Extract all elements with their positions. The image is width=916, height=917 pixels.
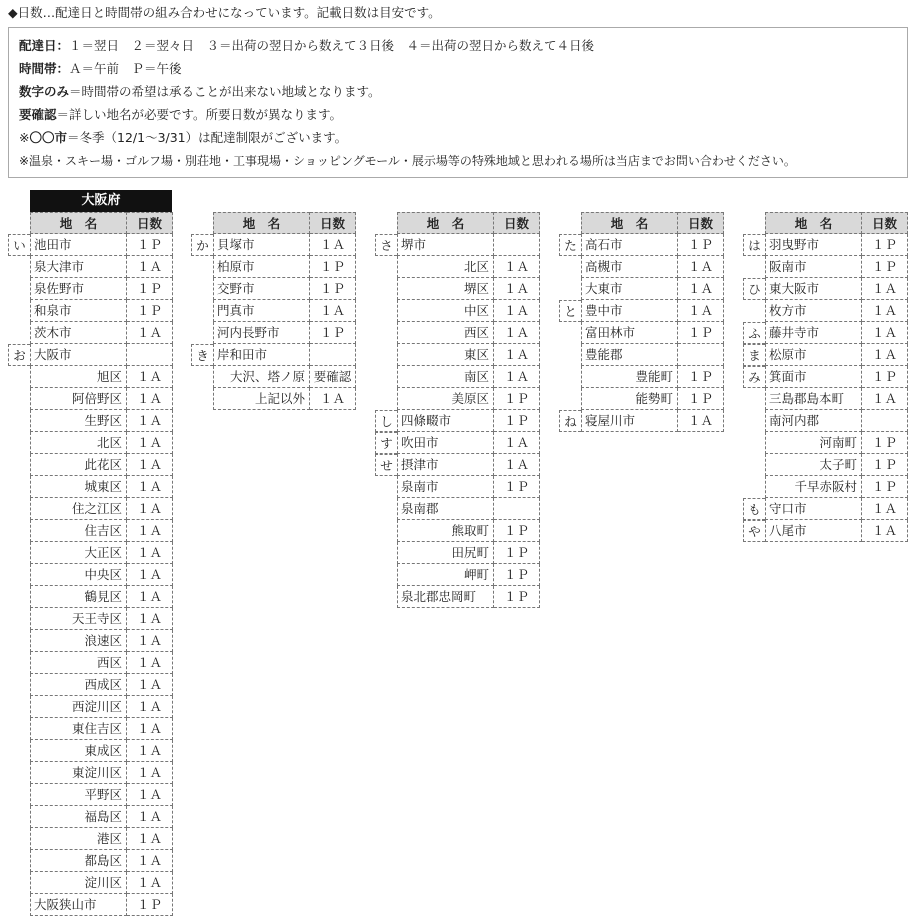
- kana-index: ふ: [743, 322, 765, 344]
- area-name: 豊中市: [581, 300, 678, 322]
- area-name: 門真市: [213, 300, 310, 322]
- area-name: 藤井寺市: [765, 322, 862, 344]
- subarea-name: 西淀川区: [30, 696, 127, 718]
- kana-index: い: [8, 234, 30, 256]
- delivery-days: １Ａ: [678, 300, 724, 322]
- area-name: 河内長野市: [213, 322, 310, 344]
- legend-delivery-day: [19, 36, 594, 54]
- legend-delivery-day-label: 配達日：: [19, 38, 70, 53]
- area-name: 泉大津市: [30, 256, 127, 278]
- delivery-days: １Ａ: [127, 520, 173, 542]
- delivery-days: １Ａ: [862, 300, 908, 322]
- delivery-days: １Ａ: [310, 300, 356, 322]
- delivery-days: １Ａ: [678, 278, 724, 300]
- area-name: 四條畷市: [397, 410, 494, 432]
- kana-index: さ: [375, 234, 397, 256]
- subarea-name: 天王寺区: [30, 608, 127, 630]
- subarea-name: 西成区: [30, 674, 127, 696]
- subarea-name: 旭区: [30, 366, 127, 388]
- area-name: 摂津市: [397, 454, 494, 476]
- delivery-days: １Ａ: [127, 454, 173, 476]
- area-name: 和泉市: [30, 300, 127, 322]
- delivery-days: １Ｐ: [494, 388, 540, 410]
- kana-index: た: [559, 234, 581, 256]
- delivery-days: １Ｐ: [862, 234, 908, 256]
- subarea-name: 千早赤阪村: [765, 476, 862, 498]
- legend-city-note: [19, 128, 347, 146]
- kana-index: は: [743, 234, 765, 256]
- header-name: 地 名: [765, 212, 862, 234]
- kana-index: お: [8, 344, 30, 366]
- subarea-name: 東住吉区: [30, 718, 127, 740]
- delivery-days: １Ａ: [678, 410, 724, 432]
- area-name: 松原市: [765, 344, 862, 366]
- delivery-days: １Ａ: [127, 542, 173, 564]
- subarea-name: 阿倍野区: [30, 388, 127, 410]
- legend-digits-only-text: ＝時間帯の希望は承ることが出来ない地域となります。: [69, 84, 381, 99]
- delivery-days: １Ａ: [127, 322, 173, 344]
- kana-index: き: [191, 344, 213, 366]
- delivery-days: １Ａ: [127, 762, 173, 784]
- delivery-days: １Ｐ: [862, 476, 908, 498]
- subarea-name: 住之江区: [30, 498, 127, 520]
- legend-delivery-day-text: １＝翌日 ２＝翌々日 ３＝出荷の翌日から数えて３日後 ４＝出荷の翌日から数えて４日後: [69, 38, 595, 53]
- delivery-days: １Ａ: [862, 498, 908, 520]
- delivery-days: １Ａ: [127, 740, 173, 762]
- delivery-days: １Ａ: [127, 674, 173, 696]
- delivery-days: １Ｐ: [678, 388, 724, 410]
- kana-index: す: [375, 432, 397, 454]
- delivery-days: １Ｐ: [310, 322, 356, 344]
- delivery-days: １Ａ: [494, 256, 540, 278]
- area-name: 茨木市: [30, 322, 127, 344]
- subarea-name: 北区: [30, 432, 127, 454]
- delivery-days: [862, 410, 908, 432]
- subarea-name: 岬町: [397, 564, 494, 586]
- subarea-name: 上記以外: [213, 388, 310, 410]
- area-name: 交野市: [213, 278, 310, 300]
- subarea-name: 南区: [397, 366, 494, 388]
- area-name: 大阪狭山市: [30, 894, 127, 916]
- delivery-days: １Ｐ: [678, 322, 724, 344]
- delivery-days: １Ａ: [494, 432, 540, 454]
- header-days: 日数: [678, 212, 724, 234]
- delivery-days: １Ｐ: [678, 234, 724, 256]
- delivery-days: １Ｐ: [862, 454, 908, 476]
- delivery-days: １Ｐ: [127, 300, 173, 322]
- subarea-name: 西区: [30, 652, 127, 674]
- area-name: 堺市: [397, 234, 494, 256]
- subarea-name: 此花区: [30, 454, 127, 476]
- subarea-name: 東淀川区: [30, 762, 127, 784]
- area-name: 阪南市: [765, 256, 862, 278]
- subarea-name: 淀川区: [30, 872, 127, 894]
- subarea-name: 福島区: [30, 806, 127, 828]
- subarea-name: 東成区: [30, 740, 127, 762]
- area-name: 大東市: [581, 278, 678, 300]
- kana-index: し: [375, 410, 397, 432]
- delivery-days: １Ｐ: [862, 256, 908, 278]
- delivery-days: １Ｐ: [310, 256, 356, 278]
- area-name: 箕面市: [765, 366, 862, 388]
- area-name: 三島郡島本町: [765, 388, 862, 410]
- delivery-days: １Ａ: [862, 344, 908, 366]
- kana-index: ひ: [743, 278, 765, 300]
- kana-index: と: [559, 300, 581, 322]
- delivery-days: １Ｐ: [127, 234, 173, 256]
- subarea-name: 東区: [397, 344, 494, 366]
- delivery-days: １Ａ: [862, 388, 908, 410]
- delivery-days: １Ａ: [127, 366, 173, 388]
- area-name: 東大阪市: [765, 278, 862, 300]
- delivery-days: １Ａ: [862, 322, 908, 344]
- delivery-days: １Ｐ: [494, 520, 540, 542]
- kana-index: み: [743, 366, 765, 388]
- delivery-days: １Ａ: [310, 234, 356, 256]
- delivery-days: １Ａ: [494, 366, 540, 388]
- legend-digits-only: [19, 82, 381, 100]
- subarea-name: 都島区: [30, 850, 127, 872]
- delivery-days: １Ａ: [127, 410, 173, 432]
- delivery-days: １Ｐ: [862, 432, 908, 454]
- header-name: 地 名: [213, 212, 310, 234]
- delivery-days: １Ａ: [127, 696, 173, 718]
- delivery-days: １Ｐ: [127, 278, 173, 300]
- subarea-name: 平野区: [30, 784, 127, 806]
- delivery-days: 要確認: [310, 366, 356, 388]
- subarea-name: 能勢町: [581, 388, 678, 410]
- delivery-days: １Ａ: [127, 630, 173, 652]
- subarea-name: 大沢、塔ノ原: [213, 366, 310, 388]
- delivery-days: １Ａ: [127, 564, 173, 586]
- delivery-days: １Ｐ: [494, 476, 540, 498]
- delivery-days: １Ａ: [862, 520, 908, 542]
- delivery-days: １Ａ: [127, 652, 173, 674]
- delivery-days: １Ｐ: [494, 410, 540, 432]
- subarea-name: 美原区: [397, 388, 494, 410]
- area-name: 富田林市: [581, 322, 678, 344]
- top-note: ◆日数…配達日と時間帯の組み合わせになっています。記載日数は目安です。: [8, 5, 441, 20]
- delivery-days: [127, 344, 173, 366]
- legend-digits-only-label: 数字のみ: [19, 84, 70, 99]
- area-name: 吹田市: [397, 432, 494, 454]
- delivery-days: １Ａ: [127, 718, 173, 740]
- area-name: 泉南郡: [397, 498, 494, 520]
- legend-special-note: ※温泉・スキー場・ゴルフ場・別荘地・工事現場・ショッピングモール・展示場等の特殊地域と思われる場所は当店までお問い合わせください。: [19, 154, 796, 168]
- delivery-days: １Ａ: [127, 498, 173, 520]
- area-name: 枚方市: [765, 300, 862, 322]
- delivery-days: １Ａ: [127, 256, 173, 278]
- delivery-days: １Ａ: [127, 476, 173, 498]
- legend-time-slot-label: 時間帯：: [19, 61, 70, 76]
- delivery-days: [494, 234, 540, 256]
- legend-confirm: [19, 105, 342, 123]
- header-days: 日数: [862, 212, 908, 234]
- kana-index: も: [743, 498, 765, 520]
- delivery-days: [678, 344, 724, 366]
- delivery-days: １Ｐ: [678, 366, 724, 388]
- subarea-name: 北区: [397, 256, 494, 278]
- subarea-name: 豊能町: [581, 366, 678, 388]
- delivery-days: １Ｐ: [310, 278, 356, 300]
- area-name: 寝屋川市: [581, 410, 678, 432]
- delivery-days: １Ａ: [127, 850, 173, 872]
- legend-city-note-text: ＝冬季（12/1～3/31）は配達制限がございます。: [67, 130, 348, 145]
- delivery-days: １Ａ: [127, 784, 173, 806]
- kana-index: せ: [375, 454, 397, 476]
- area-name: 貝塚市: [213, 234, 310, 256]
- area-name: 豊能郡: [581, 344, 678, 366]
- subarea-name: 太子町: [765, 454, 862, 476]
- subarea-name: 住吉区: [30, 520, 127, 542]
- delivery-days: １Ａ: [310, 388, 356, 410]
- area-name: 羽曳野市: [765, 234, 862, 256]
- legend-city-note-prefix: ※: [19, 130, 30, 145]
- header-days: 日数: [310, 212, 356, 234]
- area-name: 泉北郡忠岡町: [397, 586, 494, 608]
- subarea-name: 堺区: [397, 278, 494, 300]
- delivery-days: １Ａ: [127, 872, 173, 894]
- area-name: 大阪市: [30, 344, 127, 366]
- delivery-days: １Ａ: [494, 278, 540, 300]
- area-name: 高槻市: [581, 256, 678, 278]
- legend-confirm-text: ＝詳しい地名が必要です。所要日数が異なります。: [56, 107, 343, 122]
- area-name: 泉南市: [397, 476, 494, 498]
- delivery-days: １Ｐ: [494, 564, 540, 586]
- area-name: 高石市: [581, 234, 678, 256]
- delivery-days: １Ａ: [127, 608, 173, 630]
- delivery-days: １Ａ: [127, 432, 173, 454]
- legend-time-slot-text: Ａ＝午前 Ｐ＝午後: [69, 61, 182, 76]
- legend-box: [8, 27, 908, 178]
- subarea-name: 西区: [397, 322, 494, 344]
- subarea-name: 大正区: [30, 542, 127, 564]
- delivery-days: １Ｐ: [862, 366, 908, 388]
- delivery-days: １Ａ: [494, 454, 540, 476]
- area-name: 池田市: [30, 234, 127, 256]
- area-name: 岸和田市: [213, 344, 310, 366]
- header-name: 地 名: [30, 212, 127, 234]
- delivery-days: [494, 498, 540, 520]
- delivery-days: １Ａ: [494, 300, 540, 322]
- kana-index: か: [191, 234, 213, 256]
- delivery-days: １Ａ: [127, 586, 173, 608]
- subarea-name: 中央区: [30, 564, 127, 586]
- delivery-days: １Ａ: [127, 388, 173, 410]
- delivery-days: １Ａ: [494, 344, 540, 366]
- header-name: 地 名: [397, 212, 494, 234]
- legend-confirm-label: 要確認: [19, 107, 57, 122]
- subarea-name: 生野区: [30, 410, 127, 432]
- subarea-name: 港区: [30, 828, 127, 850]
- kana-index: ね: [559, 410, 581, 432]
- header-days: 日数: [127, 212, 173, 234]
- delivery-days: １Ａ: [127, 806, 173, 828]
- area-name: 南河内郡: [765, 410, 862, 432]
- legend-city-note-label: 〇〇市: [29, 130, 67, 145]
- prefecture-header: 大阪府: [30, 190, 172, 212]
- delivery-days: １Ａ: [494, 322, 540, 344]
- area-name: 八尾市: [765, 520, 862, 542]
- subarea-name: 田尻町: [397, 542, 494, 564]
- subarea-name: 熊取町: [397, 520, 494, 542]
- delivery-days: １Ａ: [127, 828, 173, 850]
- subarea-name: 河南町: [765, 432, 862, 454]
- delivery-days: １Ｐ: [127, 894, 173, 916]
- header-name: 地 名: [581, 212, 678, 234]
- kana-index: や: [743, 520, 765, 542]
- subarea-name: 鶴見区: [30, 586, 127, 608]
- delivery-days: １Ａ: [678, 256, 724, 278]
- header-days: 日数: [494, 212, 540, 234]
- area-name: 泉佐野市: [30, 278, 127, 300]
- kana-index: ま: [743, 344, 765, 366]
- delivery-days: １Ａ: [862, 278, 908, 300]
- subarea-name: 浪速区: [30, 630, 127, 652]
- subarea-name: 中区: [397, 300, 494, 322]
- area-name: 守口市: [765, 498, 862, 520]
- legend-time-slot: [19, 59, 182, 77]
- delivery-days: [310, 344, 356, 366]
- delivery-days: １Ｐ: [494, 542, 540, 564]
- delivery-days: １Ｐ: [494, 586, 540, 608]
- area-name: 柏原市: [213, 256, 310, 278]
- subarea-name: 城東区: [30, 476, 127, 498]
